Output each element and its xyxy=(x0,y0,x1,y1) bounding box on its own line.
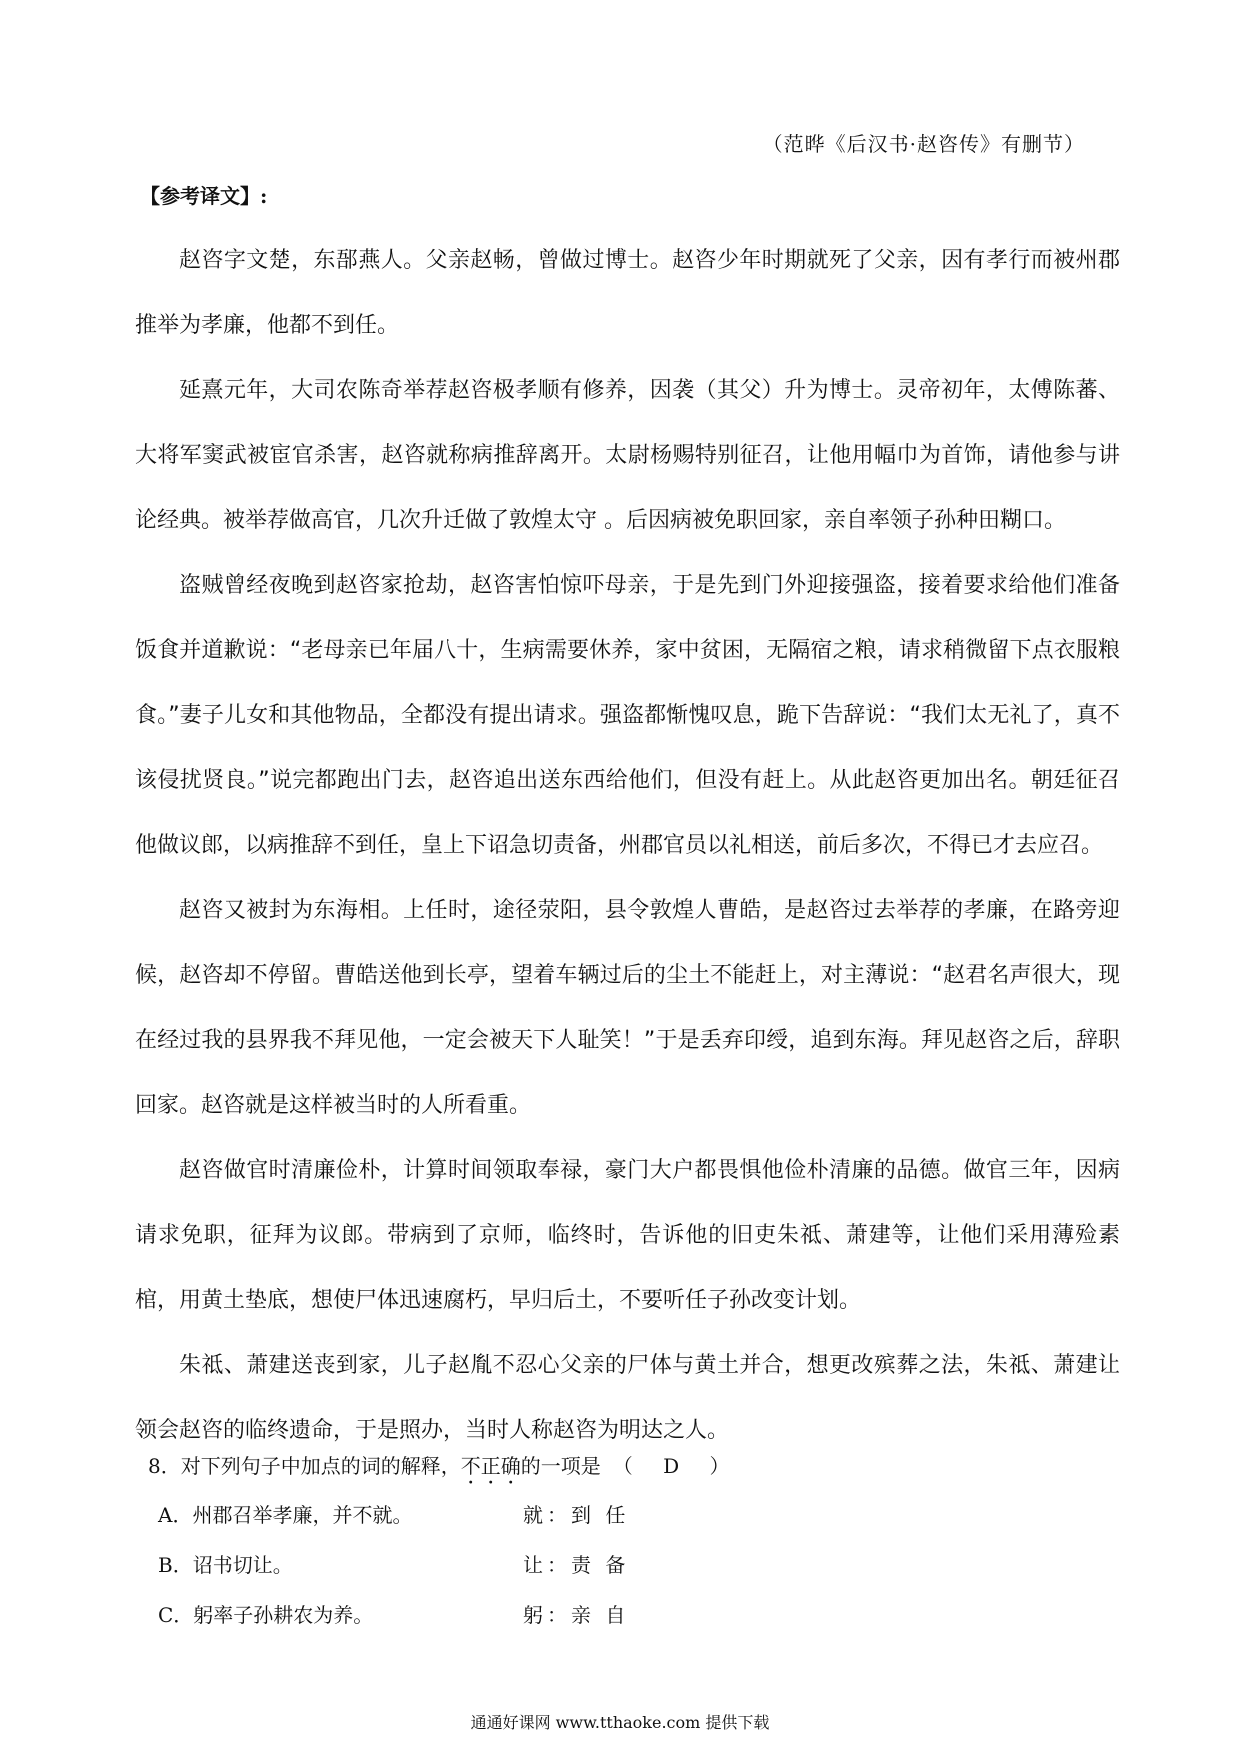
option-c-sentence: C．躬率子孙耕农为养。 xyxy=(158,1603,374,1627)
translation-paragraph-3: 盗贼曾经夜晚到赵咨家抢劫，赵咨害怕惊吓母亲，于是先到门外迎接强盗，接着要求给他们准备饭食并道歉说：“老母亲已年届八十，生病需要休养，家中贫困，无隔宿之粮，请求稍微留下点衣服粮食。”妻子儿女和其他物品，全都没有提出请求。强盗都惭愧叹息，跪下告辞说：“我们太无礼了，真不该侵扰贤良。”说完都跑出门去，赵咨追出送东西给他们，但没有赶上。从此赵咨更加出名。朝廷征召他做议郎，以病推辞不到任，皇上下诏急切责备，州郡官员以礼相送，前后多次，不得已才去应召。 xyxy=(135,573,1120,858)
question-stem-before: 8．对下列句子中加点的词的解释， xyxy=(148,1454,461,1478)
translation-body xyxy=(135,228,1120,1463)
option-b xyxy=(148,1540,1048,1590)
question-answer: （ D ） xyxy=(612,1454,742,1478)
option-a xyxy=(148,1490,1048,1540)
option-c xyxy=(148,1590,1048,1640)
question-stem-emphasis xyxy=(461,1454,521,1478)
option-b-sentence: B．诏书切让。 xyxy=(158,1553,293,1577)
translation-paragraph-5: 赵咨做官时清廉俭朴，计算时间领取奉禄，豪门大户都畏惧他俭朴清廉的品德。做官三年，因病请求免职，征拜为议郎。带病到了京师，临终时，告诉他的旧吏朱祗、萧建等，让他们采用薄殓素棺，用黄土垫底，想使尸体迅速腐朽，早归后土，不要听任子孙改变计划。 xyxy=(135,1158,1120,1313)
emphasis-char-1: 不 xyxy=(460,1454,481,1478)
translation-paragraph-2: 延熹元年，大司农陈奇举荐赵咨极孝顺有修养，因袭（其父）升为博士。灵帝初年，太傅陈蕃、大将军窦武被宦官杀害，赵咨就称病推辞离开。太尉杨赐特别征召，让他用幅巾为首饰，请他参与讲论经典。被举荐做高官，几次升迁做了敦煌太守 。后因病被免职回家，亲自率领子孙种田糊口。 xyxy=(135,378,1120,533)
translation-paragraph-1: 赵咨字文楚，东郚燕人。父亲赵畅，曾做过博士。赵咨少年时期就死了父亲，因有孝行而被州郡推举为孝廉，他都不到任。 xyxy=(135,248,1120,338)
option-c-gloss: 躬：亲 自 xyxy=(523,1603,630,1627)
emphasis-char-3: 确 xyxy=(500,1454,521,1478)
reference-translation-heading: 【参考译文】: xyxy=(140,184,268,208)
page-footer: 通通好课网 www.tthaoke.com 提供下载 xyxy=(470,1713,770,1732)
translation-paragraph-6: 朱祗、萧建送丧到家，儿子赵胤不忍心父亲的尸体与黄土并合，想更改殡葬之法，朱祗、萧建让领会赵咨的临终遗命，于是照办，当时人称赵咨为明达之人。 xyxy=(135,1353,1120,1443)
emphasis-char-2: 正 xyxy=(480,1454,501,1478)
translation-paragraph-4: 赵咨又被封为东海相。上任时，途径荥阳，县令敦煌人曹皓，是赵咨过去举荐的孝廉，在路旁迎候，赵咨却不停留。曹皓送他到长亭，望着车辆过后的尘土不能赶上，对主薄说：“赵君名声很大，现在经过我的县界我不拜见他，一定会被天下人耻笑！”于是丢弃印绶，追到东海。拜见赵咨之后，辞职回家。赵咨就是这样被当时的人所看重。 xyxy=(135,898,1120,1118)
source-note: （范晔《后汉书·赵咨传》有删节） xyxy=(762,132,1085,156)
option-a-sentence: A．州郡召举孝廉，并不就。 xyxy=(158,1503,413,1527)
question-stem-after: 的一项是 xyxy=(520,1454,601,1478)
option-a-gloss: 就：到 任 xyxy=(523,1503,630,1527)
question-stem xyxy=(148,1450,1048,1490)
question-8 xyxy=(148,1450,1048,1640)
option-b-gloss: 让：责 备 xyxy=(523,1553,630,1577)
